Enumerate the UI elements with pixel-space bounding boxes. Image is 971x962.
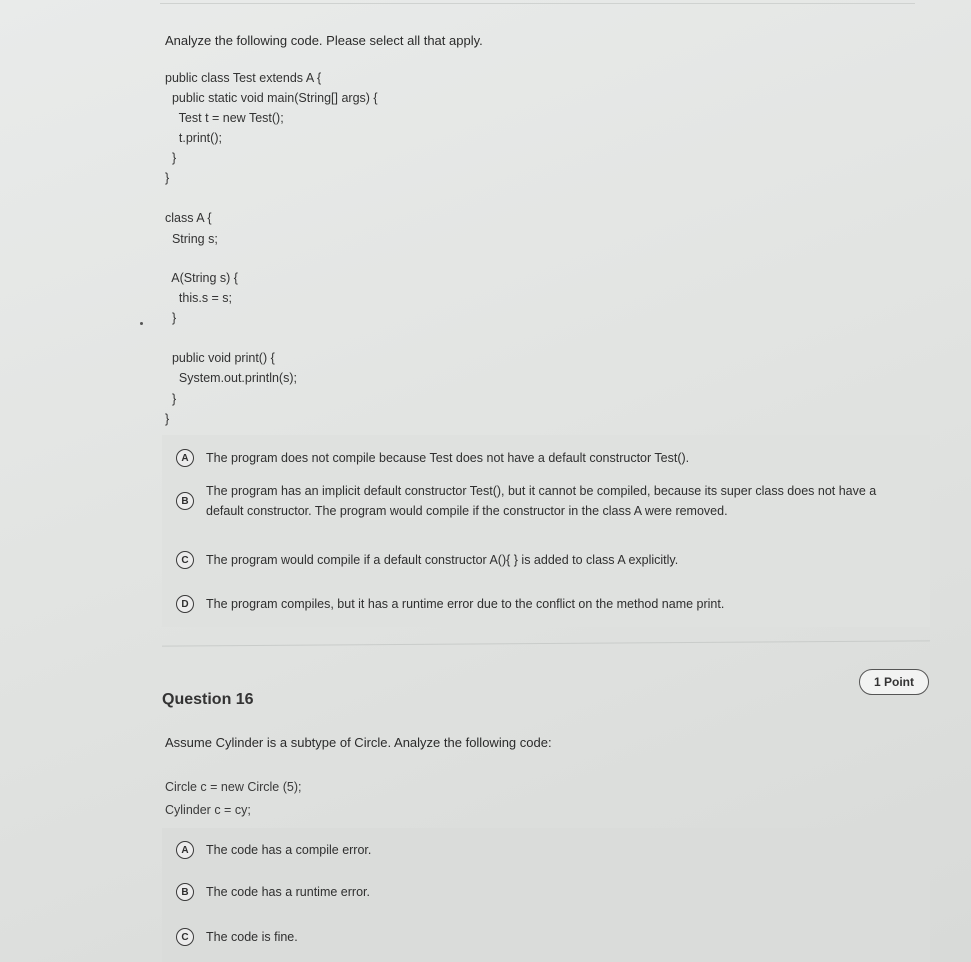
option-text: The code has a compile error. [206, 843, 372, 857]
option-letter-circle: B [176, 492, 194, 510]
code-line: class A { [165, 211, 212, 225]
question-title: Question 16 [162, 691, 254, 708]
screen-speck [140, 322, 143, 325]
code-line: Circle c = new Circle (5); [165, 780, 302, 794]
option-text: The code has a runtime error. [206, 885, 370, 899]
code-line: } [165, 412, 170, 426]
option-a[interactable] [176, 449, 689, 467]
question-15-prompt: Analyze the following code. Please select all that apply. [165, 33, 483, 48]
question-15-options [162, 435, 930, 627]
option-text: The program does not compile because Test does not have a default constructor Test(). [206, 451, 690, 465]
question-divider [162, 640, 930, 646]
code-line: public class Test extends A { [165, 71, 322, 85]
code-line: } [165, 151, 177, 165]
option-letter-circle: A [176, 449, 194, 467]
option-text: The code is fine. [206, 930, 298, 944]
option-letter-circle: A [176, 841, 194, 859]
code-line: Cylinder c = cy; [165, 803, 251, 817]
option-text: The program would compile if a default constructor A(){ } is added to class A explicitly. [206, 553, 679, 567]
code-line: System.out.println(s); [165, 371, 297, 385]
code-line: String s; [165, 232, 218, 246]
code-line: this.s = s; [165, 291, 233, 305]
code-line: public static void main(String[] args) { [165, 91, 378, 105]
question-16-prompt: Assume Cylinder is a subtype of Circle. Analyze the following code: [165, 735, 552, 750]
option-letter-circle: C [176, 928, 194, 946]
option-letter-circle: C [176, 551, 194, 569]
points-badge: 1 Point [859, 669, 929, 695]
option-b[interactable] [176, 883, 370, 901]
code-line: Test t = new Test(); [165, 111, 284, 125]
code-line: t.print(); [165, 131, 222, 145]
option-text: The program has an implicit default constructor Test(), but it cannot be compiled, because its super class does not have a default constructor. The program would compile if the constructor in the class A were removed. [206, 484, 877, 518]
code-line: A(String s) { [165, 271, 238, 285]
option-letter-circle: D [176, 595, 194, 613]
code-line: } [165, 171, 170, 185]
option-letter-circle: B [176, 883, 194, 901]
option-d[interactable] [176, 595, 724, 613]
code-line: } [165, 311, 177, 325]
option-c[interactable] [176, 551, 678, 569]
code-line: public void print() { [165, 351, 275, 365]
top-divider [160, 3, 915, 4]
question-16-options [162, 828, 930, 962]
option-text: The program compiles, but it has a runtime error due to the conflict on the method name print. [206, 597, 725, 611]
option-b[interactable] [176, 481, 906, 521]
option-a[interactable] [176, 841, 371, 859]
code-line: } [165, 392, 177, 406]
option-c[interactable] [176, 928, 298, 946]
